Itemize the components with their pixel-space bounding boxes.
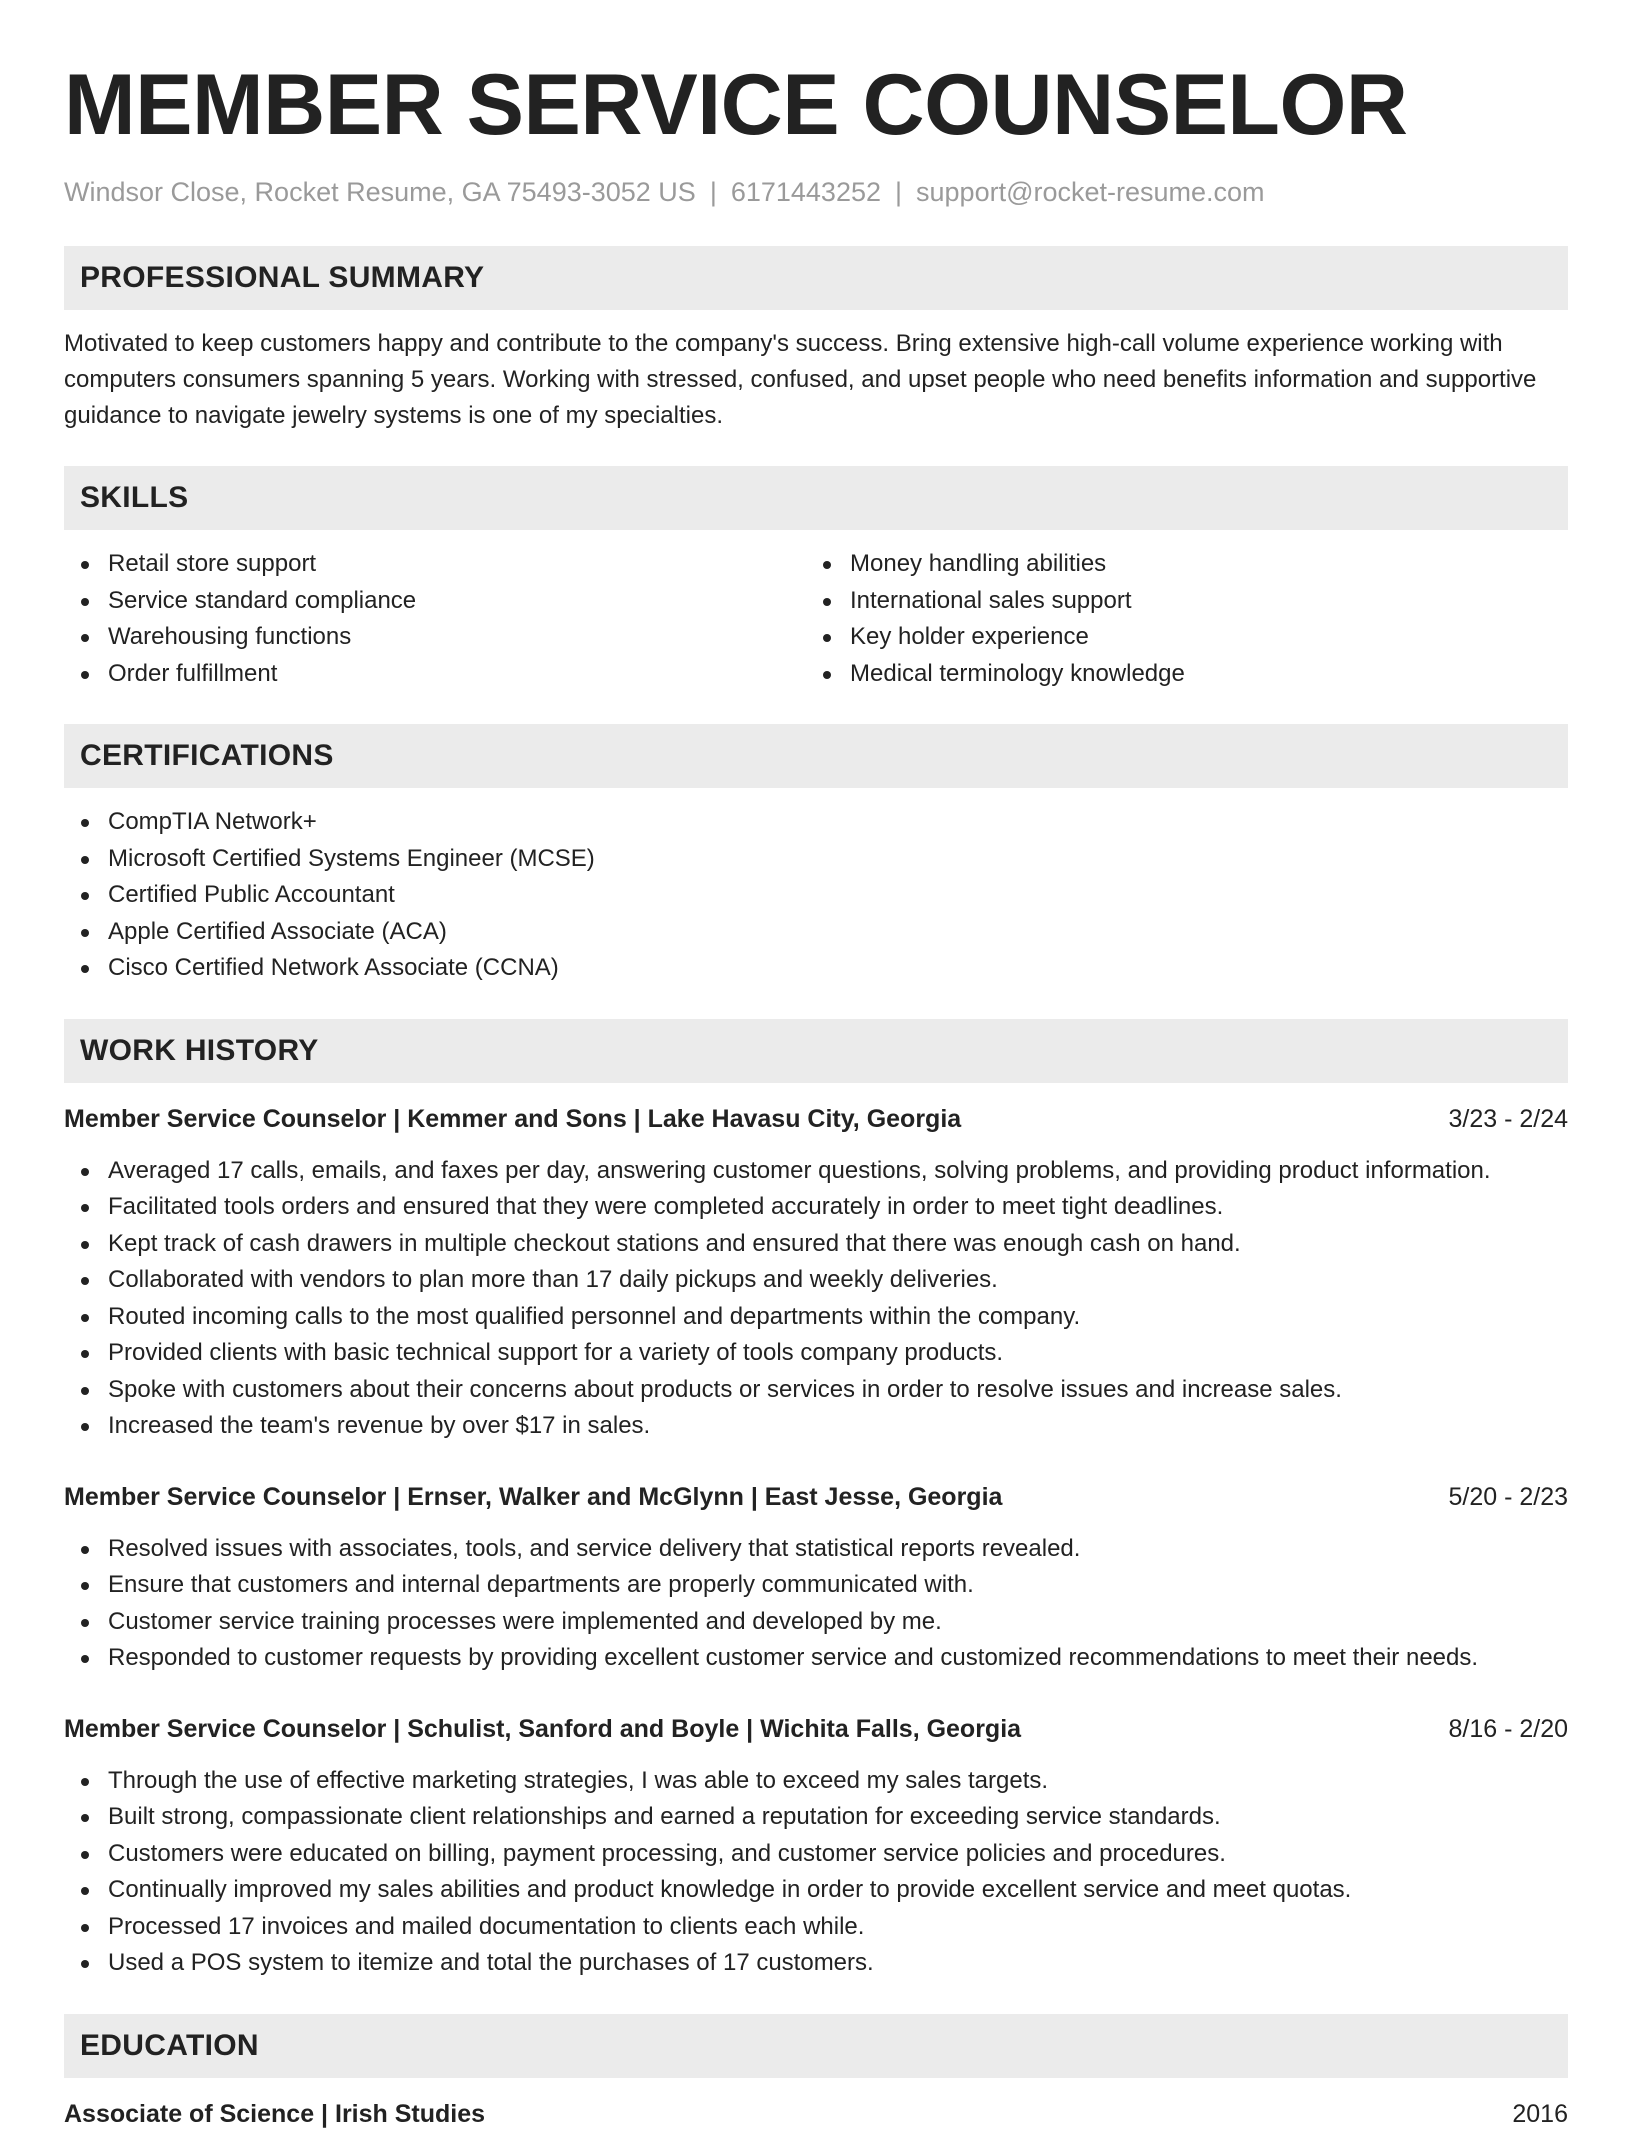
job-entry — [64, 1101, 1568, 1445]
skills-grid — [64, 546, 1568, 692]
education-section — [64, 2014, 1568, 2132]
contact-address: Windsor Close, Rocket Resume, GA 75493-3052 US — [64, 177, 696, 207]
candidate-name: MEMBER SERVICE COUNSELOR — [64, 57, 1408, 153]
job-header — [64, 1479, 1568, 1515]
job-bullet: Used a POS system to itemize and total the purchases of 17 customers. — [64, 1945, 1568, 1982]
job-header — [64, 1711, 1568, 1747]
job-title: Member Service Counselor | Schulist, Sanford and Boyle | Wichita Falls, Georgia — [64, 1714, 1022, 1743]
job-title: Member Service Counselor | Ernser, Walker and McGlynn | East Jesse, Georgia — [64, 1482, 1003, 1511]
job-bullet: Continually improved my sales abilities and product knowledge in order to provide excellent service and meet quotas. — [64, 1872, 1568, 1909]
skills-heading: SKILLS — [64, 466, 1568, 530]
education-entry — [64, 2096, 1568, 2132]
certifications-heading: CERTIFICATIONS — [64, 724, 1568, 788]
contact-separator: | — [709, 177, 717, 207]
job-bullets — [64, 1153, 1568, 1445]
job-bullet: Processed 17 invoices and mailed documentation to clients each while. — [64, 1909, 1568, 1946]
jobs-container — [64, 1101, 1568, 1982]
education-degree: Associate of Science | Irish Studies — [64, 2099, 486, 2128]
education-year: 2016 — [1512, 2099, 1568, 2128]
certification-item: CompTIA Network+ — [64, 804, 1568, 841]
job-bullet: Facilitated tools orders and ensured that they were completed accurately in order to meet tight deadlines. — [64, 1189, 1568, 1226]
skill-item: Warehousing functions — [64, 619, 806, 656]
summary-section — [64, 246, 1568, 434]
job-bullet: Routed incoming calls to the most qualified personnel and departments within the company. — [64, 1299, 1568, 1336]
job-entry — [64, 1711, 1568, 1982]
job-bullet: Spoke with customers about their concerns about products or services in order to resolve issues and increase sales. — [64, 1372, 1568, 1409]
job-bullet: Resolved issues with associates, tools, and service delivery that statistical reports revealed. — [64, 1531, 1568, 1568]
contact-line — [64, 176, 1568, 208]
job-header — [64, 1101, 1568, 1137]
skill-item: Order fulfillment — [64, 656, 806, 693]
job-bullet: Averaged 17 calls, emails, and faxes per day, answering customer questions, solving problems, and providing product information. — [64, 1153, 1568, 1190]
skill-item: Retail store support — [64, 546, 806, 583]
summary-heading: PROFESSIONAL SUMMARY — [64, 246, 1568, 310]
job-bullet: Provided clients with basic technical support for a variety of tools company products. — [64, 1335, 1568, 1372]
job-dates: 3/23 - 2/24 — [1448, 1104, 1568, 1133]
job-bullet: Ensure that customers and internal departments are properly communicated with. — [64, 1567, 1568, 1604]
certifications-list — [64, 804, 1568, 987]
certifications-section — [64, 724, 1568, 987]
skills-column-right — [806, 546, 1548, 692]
contact-separator: | — [895, 177, 903, 207]
job-dates: 8/16 - 2/20 — [1448, 1714, 1568, 1743]
job-bullet: Built strong, compassionate client relationships and earned a reputation for exceeding service standards. — [64, 1799, 1568, 1836]
job-bullets — [64, 1531, 1568, 1677]
skills-section — [64, 466, 1568, 692]
education-heading: EDUCATION — [64, 2014, 1568, 2078]
job-bullets — [64, 1763, 1568, 1982]
skill-item: Service standard compliance — [64, 583, 806, 620]
skills-list-left — [64, 546, 806, 692]
job-dates: 5/20 - 2/23 — [1448, 1482, 1568, 1511]
contact-phone: 6171443252 — [730, 177, 881, 207]
job-bullet: Responded to customer requests by providing excellent customer service and customized recommendations to meet their needs. — [64, 1640, 1568, 1677]
job-bullet: Customers were educated on billing, payment processing, and customer service policies and procedures. — [64, 1836, 1568, 1873]
certification-item: Microsoft Certified Systems Engineer (MCSE) — [64, 841, 1568, 878]
skill-item: Money handling abilities — [806, 546, 1548, 583]
job-bullet: Kept track of cash drawers in multiple checkout stations and ensured that there was enough cash on hand. — [64, 1226, 1568, 1263]
skills-column-left — [64, 546, 806, 692]
job-bullet: Customer service training processes were implemented and developed by me. — [64, 1604, 1568, 1641]
work-history-heading: WORK HISTORY — [64, 1019, 1568, 1083]
job-bullet: Increased the team's revenue by over $17 in sales. — [64, 1408, 1568, 1445]
skill-item: Key holder experience — [806, 619, 1548, 656]
summary-text: Motivated to keep customers happy and contribute to the company's success. Bring extensive high-call volume experience working with computers consumers spanning 5 years. Working with stressed, confused, and upset people who need benefits information and supportive guidance to navigate jewelry systems is one of my specialties. — [64, 330, 1537, 430]
certification-item: Apple Certified Associate (ACA) — [64, 914, 1568, 951]
work-history-section — [64, 1019, 1568, 1982]
certification-item: Certified Public Accountant — [64, 877, 1568, 914]
job-entry — [64, 1479, 1568, 1677]
skill-item: Medical terminology knowledge — [806, 656, 1548, 693]
skills-list-right — [806, 546, 1548, 692]
certification-item: Cisco Certified Network Associate (CCNA) — [64, 950, 1568, 987]
job-bullet: Collaborated with vendors to plan more than 17 daily pickups and weekly deliveries. — [64, 1262, 1568, 1299]
skill-item: International sales support — [806, 583, 1548, 620]
contact-email[interactable]: support@rocket-resume.com — [916, 177, 1265, 207]
job-bullet: Through the use of effective marketing strategies, I was able to exceed my sales targets. — [64, 1763, 1568, 1800]
job-title: Member Service Counselor | Kemmer and Sons | Lake Havasu City, Georgia — [64, 1104, 962, 1133]
